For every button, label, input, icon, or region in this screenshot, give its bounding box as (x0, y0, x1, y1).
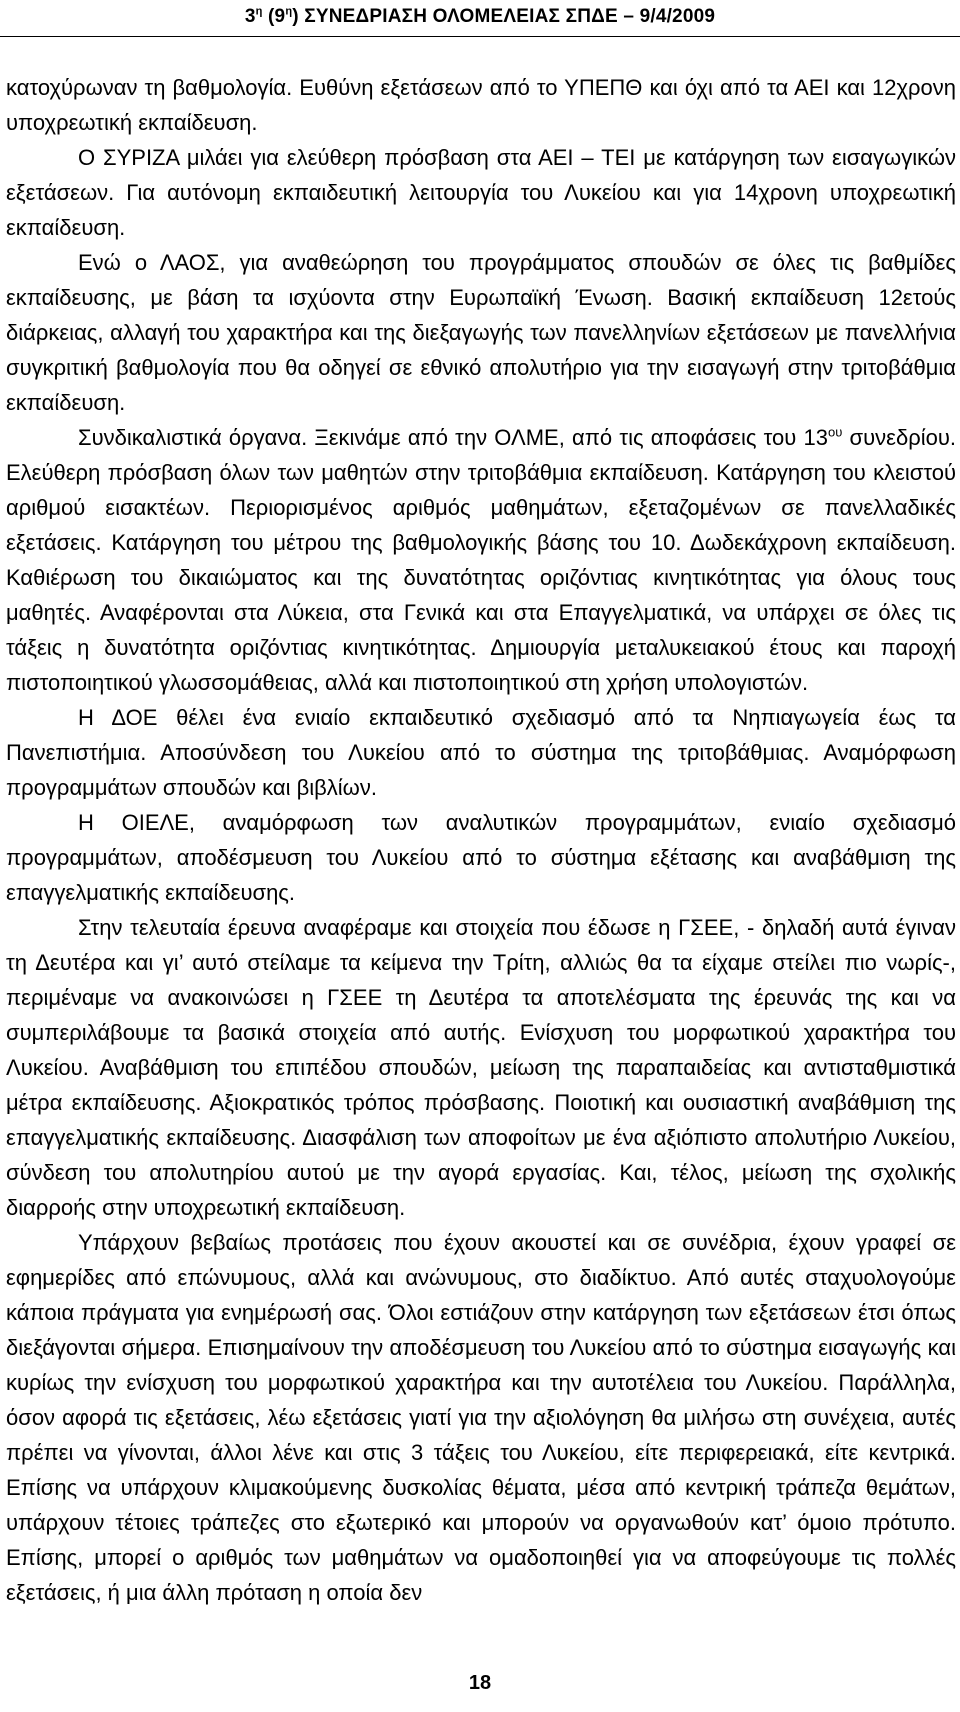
header-session-number: 3 (244, 6, 256, 27)
paragraph: Ενώ ο ΛΑΟΣ, για αναθεώρηση του προγράμματος σπουδών σε όλες τις βαθμίδες εκπαίδευσης, με βάση τα ισχύοντα στην Ευρωπαϊκή Ένωση. Βασική εκπαίδευση 12ετούς διάρκειας, αλλαγή του χαρακτήρα και της διεξαγωγής των πανελληνίων εξετάσεων με πανελλήνια συγκριτική βαθμολογία που θα οδηγεί σε εθνικό απολυτήριο για την εισαγωγή στην τριτοβάθμια εκπαίδευση. (6, 250, 956, 415)
paragraph: Η ΟΙΕΛΕ, αναμόρφωση των αναλυτικών προγραμμάτων, ενιαίο σχεδιασμό προγραμμάτων, αποδέσμευση του Λυκείου από το σύστημα εξέτασης και αναβάθμιση της επαγγελματικής εκπαίδευσης. (6, 810, 956, 905)
header-rule (0, 36, 960, 37)
paragraph (6, 420, 956, 700)
paragraph: Ο ΣΥΡΙΖΑ μιλάει για ελεύθερη πρόσβαση στα ΑΕΙ – ΤΕΙ με κατάργηση των εισαγωγικών εξετάσεων. Για αυτόνομη εκπαιδευτική λειτουργία του Λυκείου και για 14χρονη υποχρεωτική εκπαίδευση. (6, 145, 956, 240)
paragraph: κατοχύρωναν τη βαθμολογία. Ευθύνη εξετάσεων από το ΥΠΕΠΘ και όχι από τα ΑΕΙ και 12χρονη υποχρεωτική εκπαίδευση. (6, 75, 956, 135)
header-ordinal-suffix-2: η (285, 5, 293, 18)
paragraph: Η ΔΟΕ θέλει ένα ενιαίο εκπαιδευτικό σχεδιασμό από τα Νηπιαγωγεία έως τα Πανεπιστήμια. Αποσύνδεση του Λυκείου από το σύστημα της τριτοβάθμιας. Αναμόρφωση προγραμμάτων σπουδών και βιβλίων. (6, 705, 956, 800)
ordinal-suffix: ου (828, 424, 843, 440)
page-header (0, 6, 960, 28)
paragraph-text: συνεδρίου. Ελεύθερη πρόσβαση όλων των μαθητών στην τριτοβάθμια εκπαίδευση. Κατάργηση του κλειστού αριθμού εισακτέων. Περιορισμένος αριθμός μαθημάτων, εξεταζομένων σε πανελλαδικές εξετάσεις. Κατάργηση του μέτρου της βαθμολογικής βάσης του 10. Δωδεκάχρονη εκπαίδευση. Καθιέρωση του δικαιώματος και της δυνατότητας οριζόντιας κινητικότητας για όλους τους μαθητές. Αναφέρονται στα Λύκεια, στα Γενικά και στα Επαγγελματικά, να υπάρχει σε όλες τις τάξεις η δυνατότητα οριζόντιας κινητικότητας. Δημιουργία μεταλυκειακού έτους και παροχή πιστοποιητικού γλωσσομάθειας, αλλά και πιστοποιητικού στη χρήση υπολογιστών. (6, 425, 956, 695)
page-number: 18 (468, 1672, 492, 1694)
document-body (6, 70, 956, 1610)
paragraph-text: Συνδικαλιστικά όργανα. Ξεκινάμε από την ΟΛΜΕ, από τις αποφάσεις του 13 (78, 425, 828, 450)
paragraph: Υπάρχουν βεβαίως προτάσεις που έχουν ακουστεί και σε συνέδρια, έχουν γραφεί σε εφημερίδες από επώνυμους, αλλά και ανώνυμους, στο διαδίκτυο. Από αυτές σταχυολογούμε κάποια πράγματα για ενημέρωσή σας. Όλοι εστιάζουν στην κατάργηση των εξετάσεων έτσι όπως διεξάγονται σήμερα. Επισημαίνουν την αποδέσμευση του Λυκείου από το σύστημα εισαγωγής και κυρίως την ενίσχυση του μορφωτικού χαρακτήρα και την αυτοτέλεια του Λυκείου. Παράλληλα, όσον αφορά τις εξετάσεις, λέω εξετάσεις γιατί για την αξιολόγηση θα μιλήσω στη συνέχεια, αυτές πρέπει να γίνονται, άλλοι λένε και στις 3 τάξεις του Λυκείου, είτε περιφερειακά, είτε κεντρικά. Επίσης να υπάρχουν κλιμακούμενης δυσκολίας θέματα, μέσα από κεντρική τράπεζα θεμάτων, υπάρχουν τέτοιες τράπεζες στο εξωτερικό και μπορούν να οργανωθούν κατ’ όμοιο πρότυπο. Επίσης, μπορεί ο αριθμός των μαθημάτων να ομαδοποιηθεί για να αποφεύγουμε τις πολλές εξετάσεις, ή μια άλλη πρόταση η οποία δεν (6, 1230, 956, 1605)
header-text-part: (9 (262, 6, 286, 27)
paragraph: Στην τελευταία έρευνα αναφέραμε και στοιχεία που έδωσε η ΓΣΕΕ, - δηλαδή αυτά έγιναν τη Δευτέρα και γι’ αυτό στείλαμε τα κείμενα την Τρίτη, αλλιώς θα τα είχαμε στείλει πιο νωρίς-, περιμέναμε να ανακοινώσει η ΓΣΕΕ τη Δευτέρα τα αποτελέσματα της έρευνάς της και να συμπεριλάβουμε τα βασικά στοιχεία από αυτής. Ενίσχυση του μορφωτικού χαρακτήρα του Λυκείου. Αναβάθμιση του επιπέδου σπουδών, μείωση της παραπαιδείας και αντισταθμιστικά μέτρα εκπαίδευσης. Αξιοκρατικός τρόπος πρόσβασης. Ποιοτική και ουσιαστική αναβάθμιση της επαγγελματικής εκπαίδευσης. Διασφάλιση των αποφοίτων με ένα αξιόπιστο απολυτήριο Λυκείου, σύνδεση του απολυτηρίου αυτού με την αγορά εργασίας. Και, τέλος, μείωση της σχολικής διαρροής στην υποχρεωτική εκπαίδευση. (6, 915, 956, 1220)
header-ordinal-suffix: η (255, 5, 263, 18)
header-title: ) ΣΥΝΕΔΡΙΑΣΗ ΟΛΟΜΕΛΕΙΑΣ ΣΠΔΕ – 9/4/2009 (292, 6, 716, 27)
